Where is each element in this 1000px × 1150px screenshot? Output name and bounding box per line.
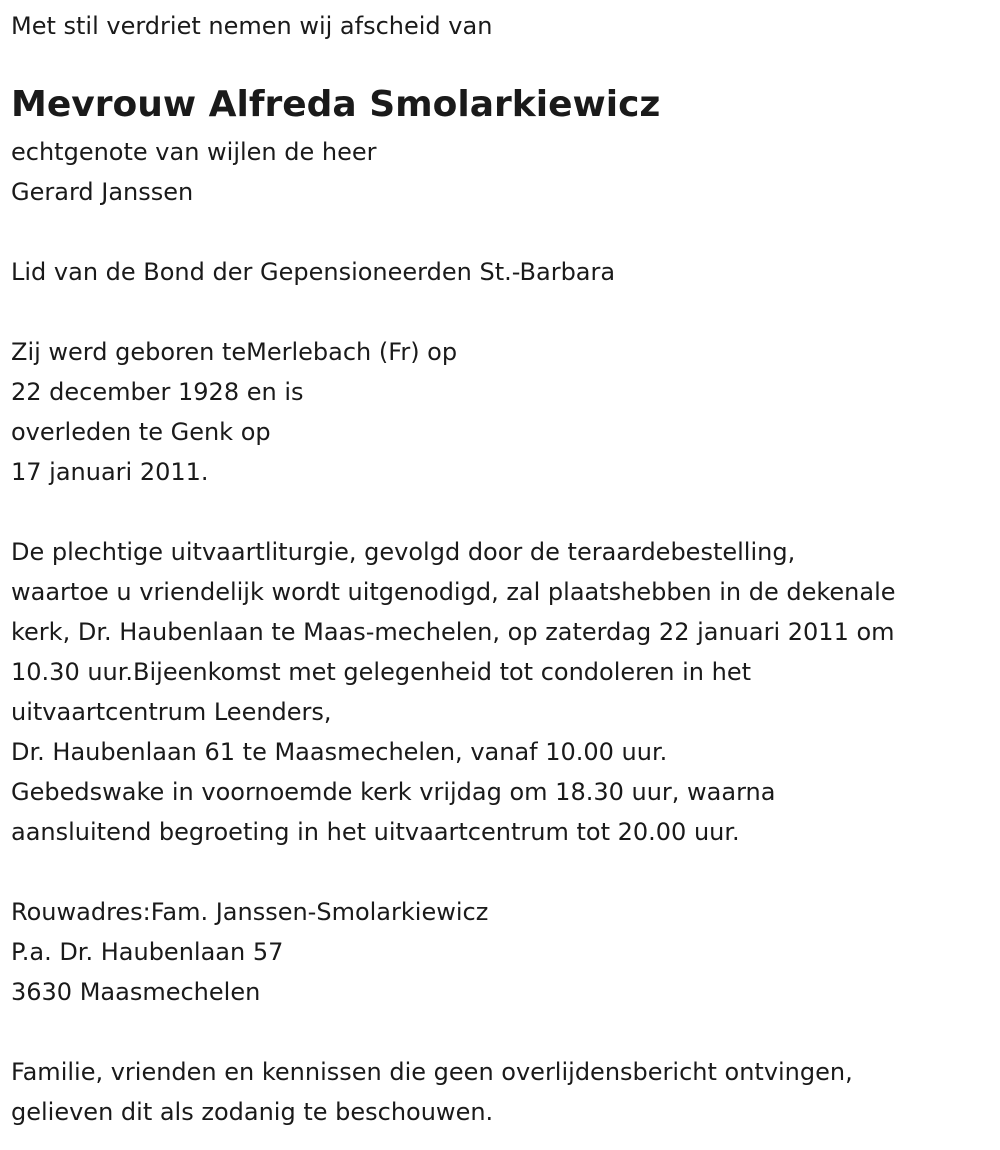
deceased-name: Mevrouw Alfreda Smolarkiewicz — [11, 84, 661, 125]
spacer — [11, 1012, 1000, 1052]
funeral-line: waartoe u vriendelijk wordt uitgenodigd, zal plaatshebben in de dekenale — [11, 578, 896, 606]
funeral-line: De plechtige uitvaartliturgie, gevolgd door de teraardebestelling, — [11, 538, 796, 566]
funeral-line: uitvaartcentrum Leenders, — [11, 698, 332, 726]
spouse-section — [11, 132, 1000, 212]
life-line: 22 december 1928 en is — [11, 378, 304, 406]
funeral-line: Gebedswake in voornoemde kerk vrijdag om 18.30 uur, waarna — [11, 778, 776, 806]
funeral-section — [11, 532, 1000, 852]
address-line: P.a. Dr. Haubenlaan 57 — [11, 938, 284, 966]
intro-text: Met stil verdriet nemen wij afscheid van — [11, 12, 493, 40]
funeral-line: aansluitend begroeting in het uitvaartcentrum tot 20.00 uur. — [11, 818, 740, 846]
spacer — [11, 852, 1000, 892]
life-line: 17 januari 2011. — [11, 458, 209, 486]
spacer — [11, 212, 1000, 252]
funeral-line: 10.30 uur.Bijeenkomst met gelegenheid tot condoleren in het — [11, 658, 751, 686]
spacer — [11, 292, 1000, 332]
closing-section — [11, 1052, 1000, 1132]
closing-line: gelieven dit als zodanig te beschouwen. — [11, 1098, 494, 1126]
address-section — [11, 892, 1000, 1012]
spouse-line: Gerard Janssen — [11, 178, 194, 206]
closing-line: Familie, vrienden en kennissen die geen overlijdensbericht ontvingen, — [11, 1058, 853, 1086]
address-line: 3630 Maasmechelen — [11, 978, 261, 1006]
membership-text: Lid van de Bond der Gepensioneerden St.-Barbara — [11, 258, 616, 286]
address-line: Rouwadres:Fam. Janssen-Smolarkiewicz — [11, 898, 489, 926]
funeral-line: kerk, Dr. Haubenlaan te Maas-mechelen, op zaterdag 22 januari 2011 om — [11, 618, 895, 646]
life-line: Zij werd geboren teMerlebach (Fr) op — [11, 338, 458, 366]
life-section — [11, 332, 1000, 492]
funeral-line: Dr. Haubenlaan 61 te Maasmechelen, vanaf 10.00 uur. — [11, 738, 668, 766]
life-line: overleden te Genk op — [11, 418, 271, 446]
spacer — [11, 492, 1000, 532]
spouse-line: echtgenote van wijlen de heer — [11, 138, 377, 166]
